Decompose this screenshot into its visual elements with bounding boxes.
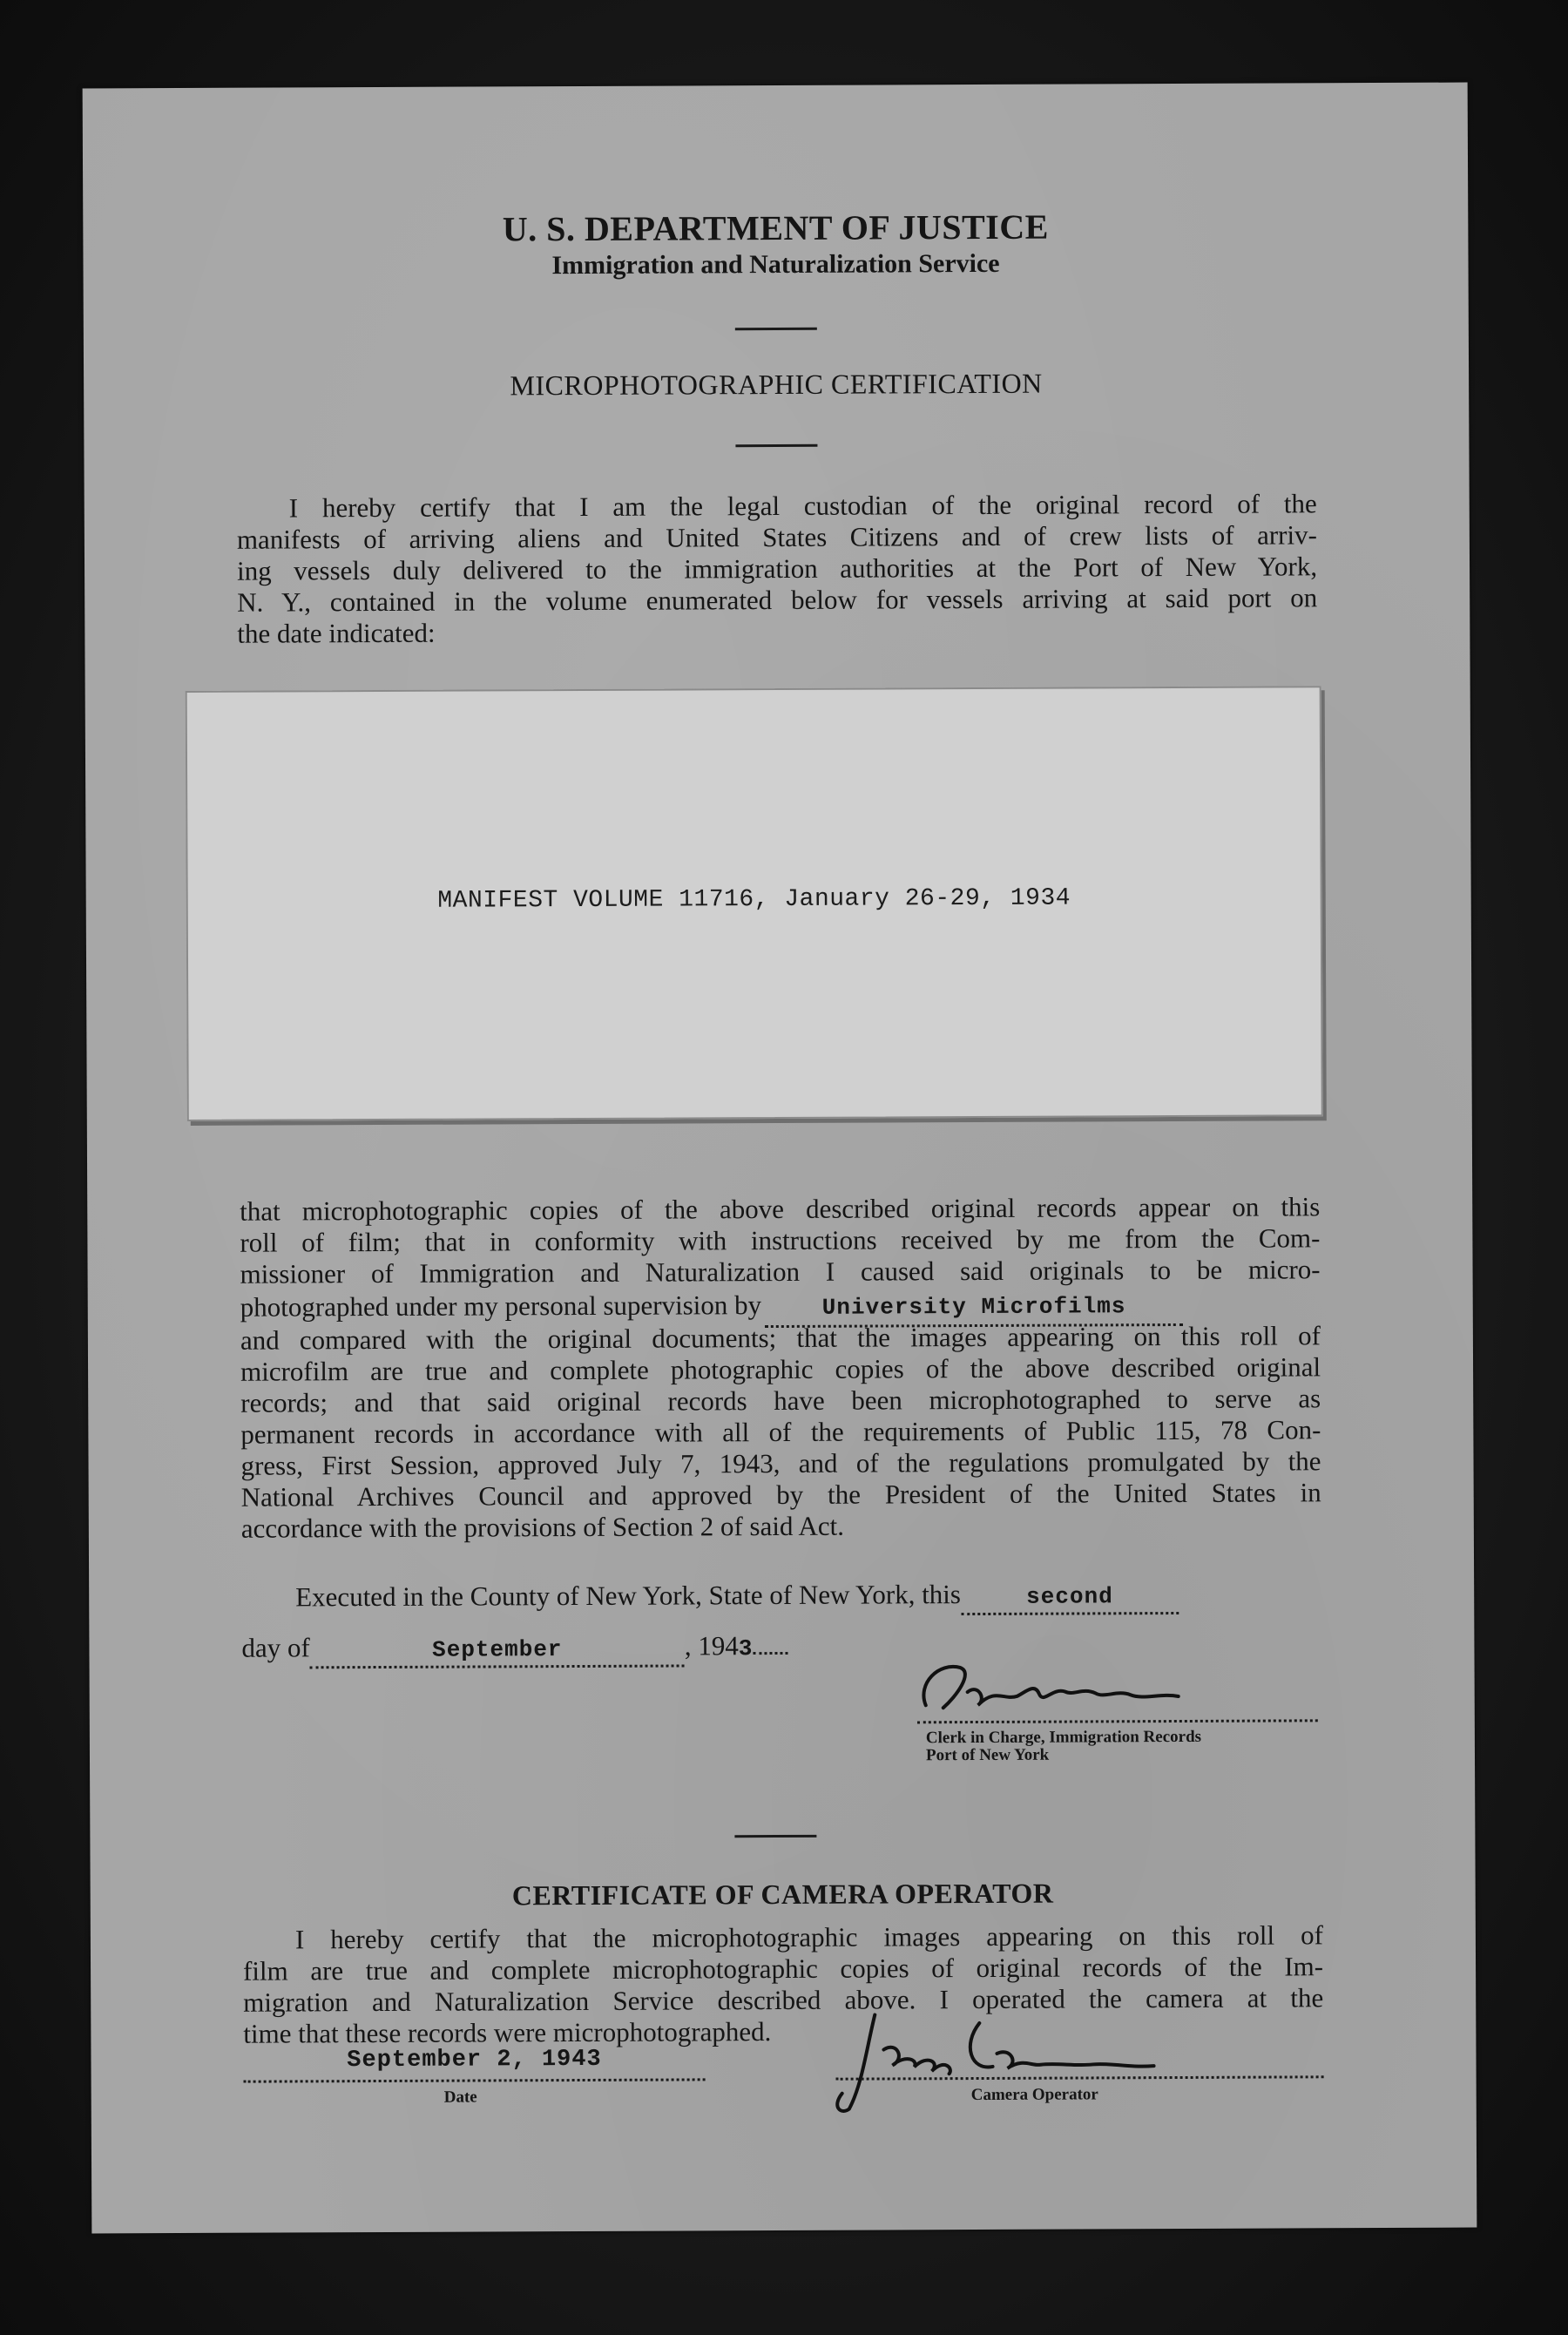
operator-line: migration and Naturalization Service described above. I operated the camera at the xyxy=(243,1982,1324,2018)
body-line: that microphotographic copies of the above described original records appear on this xyxy=(240,1191,1321,1227)
date-line xyxy=(244,2078,706,2082)
intro-line: the date indicated: xyxy=(237,617,436,649)
body-line: roll of film; that in conformity with instructions received by me from the Com- xyxy=(240,1222,1321,1258)
body-line: missioner of Immigration and Naturalization I caused said originals to be micro- xyxy=(240,1254,1321,1289)
clerk-title-line: Port of New York xyxy=(925,1745,1050,1765)
certificate-page xyxy=(83,83,1477,2234)
clerk-title xyxy=(926,1729,1201,1764)
manifest-volume-label: MANIFEST VOLUME 11716, January 26-29, 1934 xyxy=(437,884,1071,915)
body-line: records; and that said original records have been microphotographed to serve as xyxy=(240,1383,1321,1418)
year-prefix: , 194 xyxy=(684,1630,739,1662)
intro-line: manifests of arriving aliens and United States Citizens and of crew lists of arriv- xyxy=(236,519,1317,555)
section-divider xyxy=(734,1835,816,1838)
supervision-line xyxy=(240,1285,1321,1324)
day-of-prefix: day of xyxy=(241,1632,310,1663)
body-line: permanent records in accordance with all of the requirements of Public 115, 78 Con- xyxy=(240,1414,1321,1450)
operator-line: film are true and complete microphotographic copies of original records of the Im- xyxy=(242,1951,1324,1986)
clerk-signature xyxy=(865,1655,1318,1727)
intro-line: I hereby certify that I am the legal custodian of the original record of the xyxy=(288,488,1317,524)
supervision-prefix: photographed under my personal supervision by xyxy=(240,1289,762,1323)
intro-paragraph xyxy=(237,488,1318,649)
executed-month-field xyxy=(310,1630,685,1668)
title-divider xyxy=(735,444,817,447)
camera-operator-title: CERTIFICATE OF CAMERA OPERATOR xyxy=(511,1877,1054,1912)
operator-line: time that these records were microphotographed. xyxy=(243,2016,772,2049)
executed-prefix: Executed in the County of New York, State of New York, this xyxy=(295,1579,962,1613)
header-divider xyxy=(735,328,817,330)
year-trailing-dots xyxy=(753,1652,787,1655)
body-line: microfilm are true and complete photographic copies of the above described original xyxy=(240,1351,1321,1387)
body-line: National Archives Council and approved by the President of the United States in xyxy=(240,1477,1321,1513)
intro-line: ing vessels duly delivered to the immigration authorities at the Port of New York, xyxy=(236,551,1318,586)
year-digit: 3 xyxy=(738,1635,754,1662)
header xyxy=(83,205,1468,283)
intro-line: N. Y., contained in the volume enumerated below for vessels arriving at said port on xyxy=(237,582,1318,618)
clerk-title-line: Clerk in Charge, Immigration Records xyxy=(925,1727,1202,1748)
certification-title: MICROPHOTOGRAPHIC CERTIFICATION xyxy=(510,367,1043,402)
agency-title: U. S. DEPARTMENT OF JUSTICE xyxy=(502,206,1049,249)
body-line: and compared with the original documents; that the images appearing on this roll of xyxy=(240,1320,1321,1356)
agency-subtitle: Immigration and Naturalization Service xyxy=(551,248,1000,281)
volume-card xyxy=(186,686,1323,1121)
day-of-line xyxy=(241,1630,787,1669)
body-line: gress, First Session, approved July 7, 1943, and of the regulations promulgated by the xyxy=(240,1445,1321,1481)
microfilm-company: University Microfilms xyxy=(821,1293,1126,1321)
executed-line xyxy=(295,1578,1179,1618)
executed-day-field xyxy=(961,1578,1179,1615)
body-line: accordance with the provisions of Section 2 of said Act. xyxy=(240,1510,845,1544)
executed-day: second xyxy=(1026,1583,1113,1610)
body-paragraph xyxy=(240,1191,1321,1544)
operator-date: September 2, 1943 xyxy=(347,2046,602,2074)
date-field xyxy=(243,2046,705,2074)
date-label: Date xyxy=(443,2088,477,2107)
executed-month: September xyxy=(432,1636,563,1663)
camera-operator-label: Camera Operator xyxy=(970,2085,1098,2105)
operator-line: I hereby certify that the microphotographic images appearing on this roll of xyxy=(294,1919,1323,1955)
